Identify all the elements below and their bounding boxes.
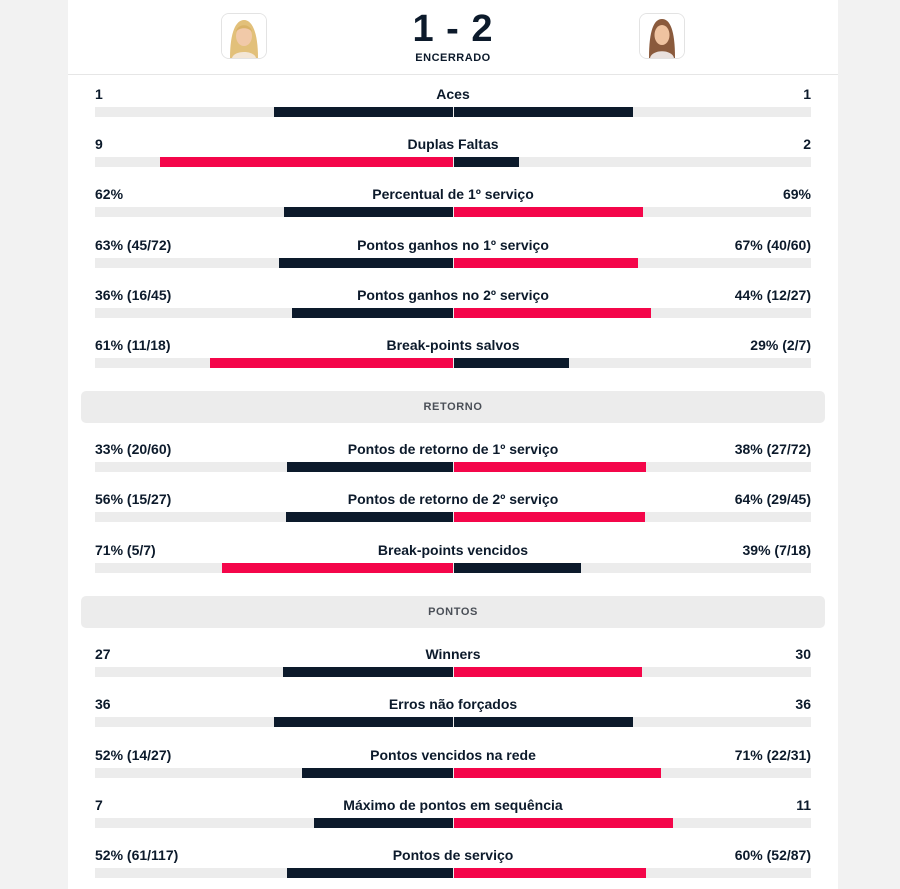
stat-left-value: 56% (15/27) xyxy=(95,491,172,507)
stat-bar-right xyxy=(454,818,673,828)
stat-left-value: 9 xyxy=(95,136,103,152)
stat-left-value: 1 xyxy=(95,86,103,102)
stat-right-value: 71% (22/31) xyxy=(734,747,811,763)
stat-bar-right xyxy=(454,258,638,268)
stat-row-max-points-streak xyxy=(95,797,811,834)
stat-bar-track xyxy=(95,462,811,472)
stat-bar-left xyxy=(287,462,453,472)
stat-right-value: 39% (7/18) xyxy=(742,542,811,558)
match-header xyxy=(68,0,838,75)
stat-bar-left xyxy=(286,512,453,522)
stat-left-value: 36% (16/45) xyxy=(95,287,172,303)
section-header-points: PONTOS xyxy=(81,596,825,628)
stat-bar-track xyxy=(95,358,811,368)
stat-row-break-points-saved xyxy=(95,337,811,374)
stat-row-unforced-errors xyxy=(95,696,811,733)
stat-row-winners xyxy=(95,646,811,683)
stat-right-value: 36 xyxy=(795,696,811,712)
stat-bar-left xyxy=(274,717,453,727)
stat-label: Pontos de retorno de 2º serviço xyxy=(347,491,559,507)
stat-right-value: 30 xyxy=(795,646,811,662)
stat-right-value: 60% (52/87) xyxy=(734,847,811,863)
stat-label: Pontos ganhos no 1º serviço xyxy=(357,237,549,253)
stat-bar-track xyxy=(95,667,811,677)
stat-bar-left xyxy=(279,258,453,268)
stat-row-first-serve-points xyxy=(95,237,811,274)
stat-label: Máximo de pontos em sequência xyxy=(343,797,563,813)
stat-label: Percentual de 1º serviço xyxy=(372,186,534,202)
stat-bar-left xyxy=(287,868,453,878)
stat-row-break-points-won xyxy=(95,542,811,579)
stat-right-value: 69% xyxy=(782,186,811,202)
stat-bar-left xyxy=(314,818,453,828)
stat-right-value: 2 xyxy=(803,136,811,152)
stat-left-value: 61% (11/18) xyxy=(95,337,171,353)
stat-right-value: 64% (29/45) xyxy=(734,491,811,507)
stat-right-value: 1 xyxy=(803,86,811,102)
stat-right-value: 67% (40/60) xyxy=(734,237,811,253)
stat-label: Pontos ganhos no 2º serviço xyxy=(357,287,549,303)
stat-left-value: 52% (14/27) xyxy=(95,747,172,763)
stat-bar-right xyxy=(454,512,645,522)
stat-right-value: 38% (27/72) xyxy=(734,441,811,457)
stat-bar-track xyxy=(95,157,811,167)
stat-bar-right xyxy=(454,768,661,778)
stat-bar-track xyxy=(95,512,811,522)
stat-label: Break-points vencidos xyxy=(377,542,529,558)
match-score: 1 - 2 xyxy=(412,8,494,50)
stat-left-value: 33% (20/60) xyxy=(95,441,172,457)
stat-left-value: 62% xyxy=(95,186,124,202)
stat-bar-right xyxy=(454,563,581,573)
stat-label: Erros não forçados xyxy=(388,696,518,712)
stat-bar-left xyxy=(283,667,453,677)
stat-right-value: 29% (2/7) xyxy=(750,337,811,353)
stat-bar-track xyxy=(95,868,811,878)
stat-bar-track xyxy=(95,308,811,318)
stat-row-second-serve-points xyxy=(95,287,811,324)
player-2-avatar[interactable] xyxy=(639,13,685,59)
stat-bar-track xyxy=(95,768,811,778)
stat-bar-left xyxy=(274,107,453,117)
stat-bar-track xyxy=(95,717,811,727)
stat-left-value: 27 xyxy=(95,646,111,662)
stat-label: Winners xyxy=(425,646,481,662)
stat-row-service-points xyxy=(95,847,811,884)
stat-bar-left xyxy=(284,207,453,217)
stat-row-net-points xyxy=(95,747,811,784)
stat-row-first-serve-pct xyxy=(95,186,811,223)
stat-bar-left xyxy=(160,157,453,167)
stat-bar-right xyxy=(454,717,633,727)
stat-bar-right xyxy=(454,462,646,472)
stat-bar-track xyxy=(95,563,811,573)
stat-bar-right xyxy=(454,308,651,318)
stat-label: Duplas Faltas xyxy=(407,136,499,152)
stat-bar-left xyxy=(302,768,453,778)
stat-row-first-serve-return xyxy=(95,441,811,478)
stat-bar-right xyxy=(454,667,642,677)
stat-bar-right xyxy=(454,107,633,117)
section-header-return: RETORNO xyxy=(81,391,825,423)
stat-bar-right xyxy=(454,358,569,368)
stat-row-double-faults xyxy=(95,136,811,173)
stat-bar-left xyxy=(222,563,453,573)
stat-bar-left xyxy=(292,308,453,318)
stat-left-value: 7 xyxy=(95,797,103,813)
stat-bar-right xyxy=(454,868,646,878)
player-2-photo-icon xyxy=(640,14,684,58)
stat-right-value: 44% (12/27) xyxy=(734,287,811,303)
stat-label: Pontos vencidos na rede xyxy=(370,747,536,763)
stat-row-second-serve-return xyxy=(95,491,811,528)
stat-left-value: 36 xyxy=(95,696,111,712)
stat-bar-track xyxy=(95,107,811,117)
stat-label: Break-points salvos xyxy=(386,337,520,353)
stat-left-value: 63% (45/72) xyxy=(95,237,172,253)
stat-label: Aces xyxy=(436,86,470,102)
stat-row-aces xyxy=(95,86,811,123)
stat-bar-right xyxy=(454,207,643,217)
stat-right-value: 11 xyxy=(796,797,811,813)
stat-bar-left xyxy=(210,358,453,368)
stat-left-value: 52% (61/117) xyxy=(95,847,179,863)
stat-left-value: 71% (5/7) xyxy=(95,542,156,558)
stat-label: Pontos de retorno de 1º serviço xyxy=(347,441,559,457)
stat-label: Pontos de serviço xyxy=(392,847,514,863)
stat-bar-track xyxy=(95,207,811,217)
stat-bar-right xyxy=(454,157,519,167)
stat-bar-track xyxy=(95,258,811,268)
stat-bar-track xyxy=(95,818,811,828)
match-status: ENCERRADO xyxy=(415,52,491,64)
